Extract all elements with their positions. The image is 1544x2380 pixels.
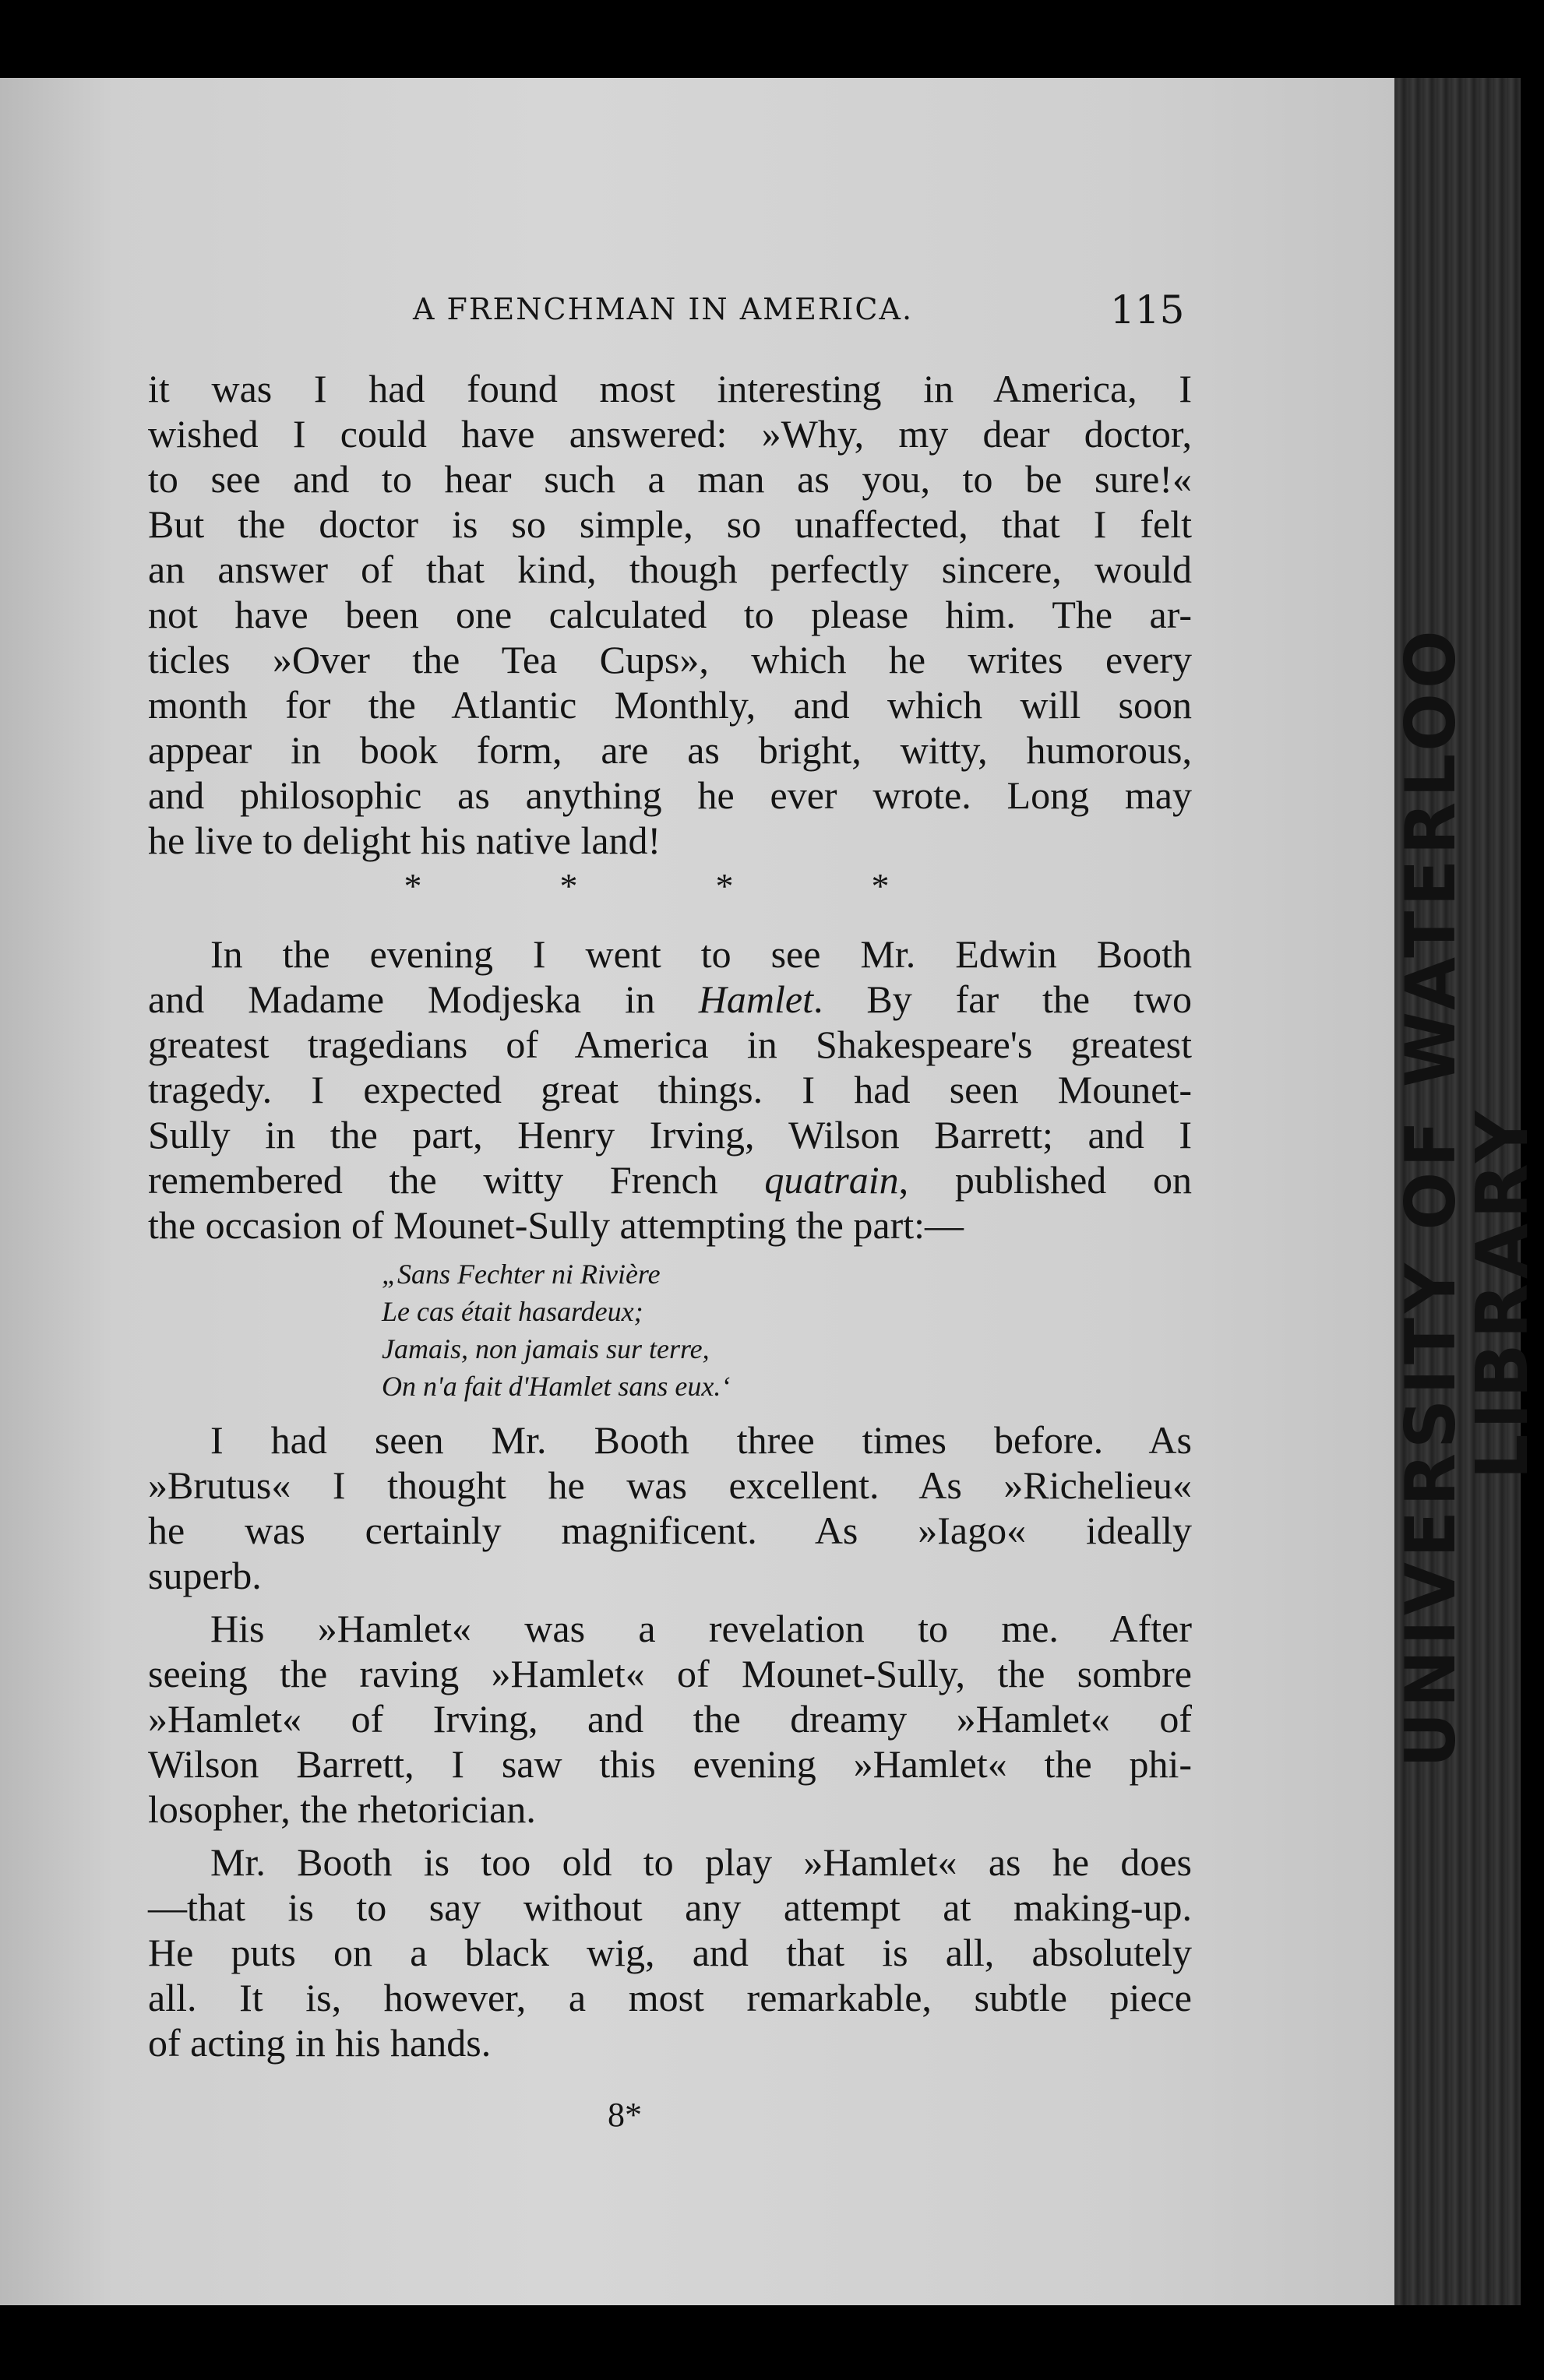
signature-mark: 8* [608, 2096, 642, 2134]
text-segment: , published on [898, 1158, 1192, 1202]
text-line: losopher, the rhetorician. [148, 1787, 536, 1831]
text-line: greatest tragedians of America in Shakespeare's greatest [148, 1023, 1192, 1066]
text-line-mixed [148, 1157, 1192, 1202]
text-line: month for the Atlantic Monthly, and which will soon [148, 683, 1192, 727]
page-header [413, 287, 1192, 347]
text-line: »Brutus« I thought he was excellent. As »Richelieu« [148, 1463, 1192, 1507]
text-line: Wilson Barrett, I saw this evening »Hamlet« the phi- [148, 1742, 1192, 1786]
section-separator [335, 863, 958, 911]
text-line: appear in book form, are as bright, witty, humorous, [148, 728, 1192, 772]
text-segment: . By far the two [813, 977, 1192, 1021]
text-line: wished I could have answered: »Why, my dear doctor, [148, 412, 1192, 456]
separator-star: * [871, 866, 890, 906]
library-stamp-line-2: LIBRARY [1461, 1106, 1544, 1480]
text-line: all. It is, however, a most remarkable, subtle piece [148, 1976, 1192, 2019]
separator-star: * [404, 866, 422, 906]
text-line: I had seen Mr. Booth three times before. As [210, 1418, 1192, 1462]
text-line: But the doctor is so simple, so unaffected, that I felt [148, 502, 1192, 546]
text-line: Sully in the part, Henry Irving, Wilson Barrett; and I [148, 1113, 1192, 1157]
text-line: not have been one calculated to please him. The ar- [148, 593, 1192, 636]
quatrain [382, 1255, 1192, 1405]
library-stamp-line-1: UNIVERSITY OF WATERLOO [1391, 625, 1471, 1768]
body-text [148, 366, 1192, 2065]
text-line: He puts on a black wig, and that is all, absolutely [148, 1931, 1192, 1974]
text-line: —that is to say without any attempt at making-up. [148, 1885, 1192, 1929]
play-title: Hamlet [698, 977, 813, 1021]
text-line: the occasion of Mounet-Sully attempting the part:— [148, 1203, 964, 1247]
text-line: seeing the raving »Hamlet« of Mounet-Sully, the sombre [148, 1652, 1192, 1695]
text-line: to see and to hear such a man as you, to be sure!« [148, 457, 1192, 501]
verse-line: On n'a fait d'Hamlet sans eux.‘ [382, 1371, 731, 1402]
separator-star: * [715, 866, 734, 906]
verse-line: „Sans Fechter ni Rivière [382, 1259, 661, 1290]
page-number: 115 [1110, 287, 1185, 333]
text-line: it was I had found most interesting in America, I [148, 367, 1192, 410]
text-line: he live to delight his native land! [148, 819, 661, 862]
text-line: he was certainly magnificent. As »Iago« ideally [148, 1509, 1192, 1552]
separator-star: * [559, 866, 578, 906]
verse-line: Le cas était hasardeux; [382, 1296, 643, 1327]
text-line-mixed [148, 977, 1192, 1022]
text-line: »Hamlet« of Irving, and the dreamy »Hamlet« of [148, 1697, 1192, 1741]
text-line: In the evening I went to see Mr. Edwin Booth [210, 932, 1192, 976]
text-line: Mr. Booth is too old to play »Hamlet« as he does [210, 1840, 1192, 1884]
text-line: superb. [148, 1554, 262, 1597]
text-line: tragedy. I expected great things. I had seen Mounet- [148, 1068, 1192, 1111]
text-line: His »Hamlet« was a revelation to me. After [210, 1607, 1192, 1650]
library-stamp [1383, 625, 1544, 1791]
text-line: an answer of that kind, though perfectly sincere, would [148, 547, 1192, 591]
quatrain-word: quatrain [764, 1158, 899, 1202]
running-title: A FRENCHMAN IN AMERICA. [413, 292, 914, 326]
text-line: of acting in his hands. [148, 2021, 492, 2065]
text-segment: remembered the witty French [148, 1158, 765, 1202]
text-line: ticles »Over the Tea Cups», which he writes every [148, 638, 1192, 681]
text-segment: and Madame Modjeska in [148, 977, 699, 1021]
verse-line: Jamais, non jamais sur terre, [382, 1333, 710, 1364]
text-line: and philosophic as anything he ever wrote. Long may [148, 773, 1192, 817]
